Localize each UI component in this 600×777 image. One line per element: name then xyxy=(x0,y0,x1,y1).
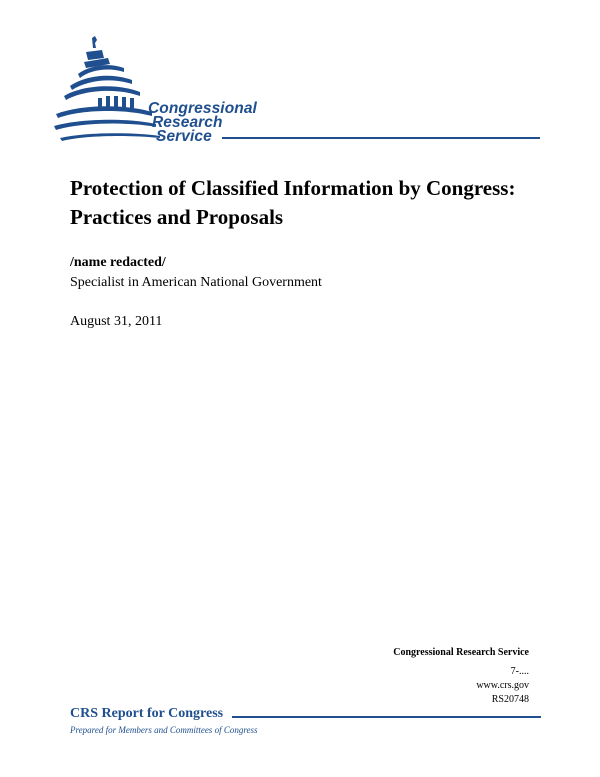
logo-line-research: Research xyxy=(152,114,223,131)
footer-report-label: CRS Report for Congress xyxy=(70,706,224,721)
footer-subtitle: Prepared for Members and Committees of Congress xyxy=(70,725,258,735)
logo-rule xyxy=(222,137,540,139)
report-meta xyxy=(393,646,529,707)
logo-line-congressional: Congressional xyxy=(148,100,257,117)
meta-phone: 7-.... xyxy=(510,666,529,677)
logo-line-service: Service xyxy=(156,128,212,145)
document-title: Protection of Classified Information by Congress: Practices and Proposals xyxy=(70,176,516,229)
author-title: Specialist in American National Government xyxy=(70,275,322,290)
footer-rule xyxy=(232,716,541,718)
crs-logo xyxy=(52,34,542,146)
meta-website: www.crs.gov xyxy=(476,680,529,691)
document-date: August 31, 2011 xyxy=(70,314,163,329)
capitol-dome-icon xyxy=(52,34,162,146)
meta-report-number: RS20748 xyxy=(491,694,529,705)
author-name: /name redacted/ xyxy=(70,255,166,270)
meta-organization: Congressional Research Service xyxy=(393,647,529,658)
